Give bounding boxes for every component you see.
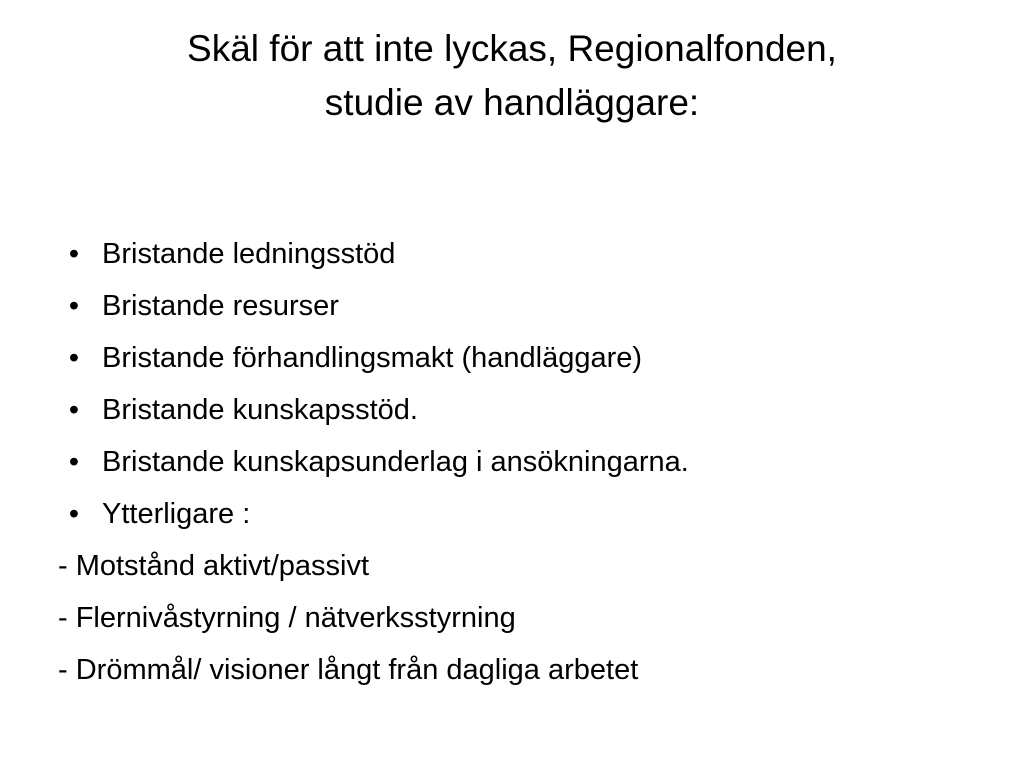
bullet-icon: • — [68, 446, 80, 478]
bullet-icon: • — [68, 498, 80, 530]
bullet-text: Bristande förhandlingsmakt (handläggare) — [102, 342, 643, 374]
dash-line: - Flernivåstyrning / nätverksstyrning — [58, 602, 516, 634]
bullet-icon: • — [68, 394, 80, 426]
bullet-icon: • — [68, 342, 80, 374]
bullet-text: Ytterligare : — [102, 498, 251, 530]
bullet-icon: • — [68, 290, 80, 322]
bullet-item — [58, 488, 978, 540]
bullet-item — [58, 332, 978, 384]
bullet-text: Bristande kunskapsstöd. — [102, 394, 418, 426]
bullet-item — [58, 436, 978, 488]
slide-title — [60, 22, 964, 130]
bullet-item — [58, 228, 978, 280]
dash-line: - Drömmål/ visioner långt från dagliga arbetet — [58, 654, 639, 686]
slide-title-line-1: Skäl för att inte lyckas, Regionalfonden, — [187, 28, 837, 69]
bullet-icon: • — [68, 238, 80, 270]
bullet-list — [58, 228, 978, 540]
bullet-item — [58, 384, 978, 436]
slide-body — [58, 228, 978, 696]
dash-line: - Motstånd aktivt/passivt — [58, 550, 370, 582]
bullet-text: Bristande resurser — [102, 290, 339, 322]
bullet-item — [58, 280, 978, 332]
bullet-text: Bristande ledningsstöd — [102, 238, 396, 270]
slide-title-line-2: studie av handläggare: — [324, 82, 700, 123]
bullet-text: Bristande kunskapsunderlag i ansökningarna. — [102, 446, 689, 478]
